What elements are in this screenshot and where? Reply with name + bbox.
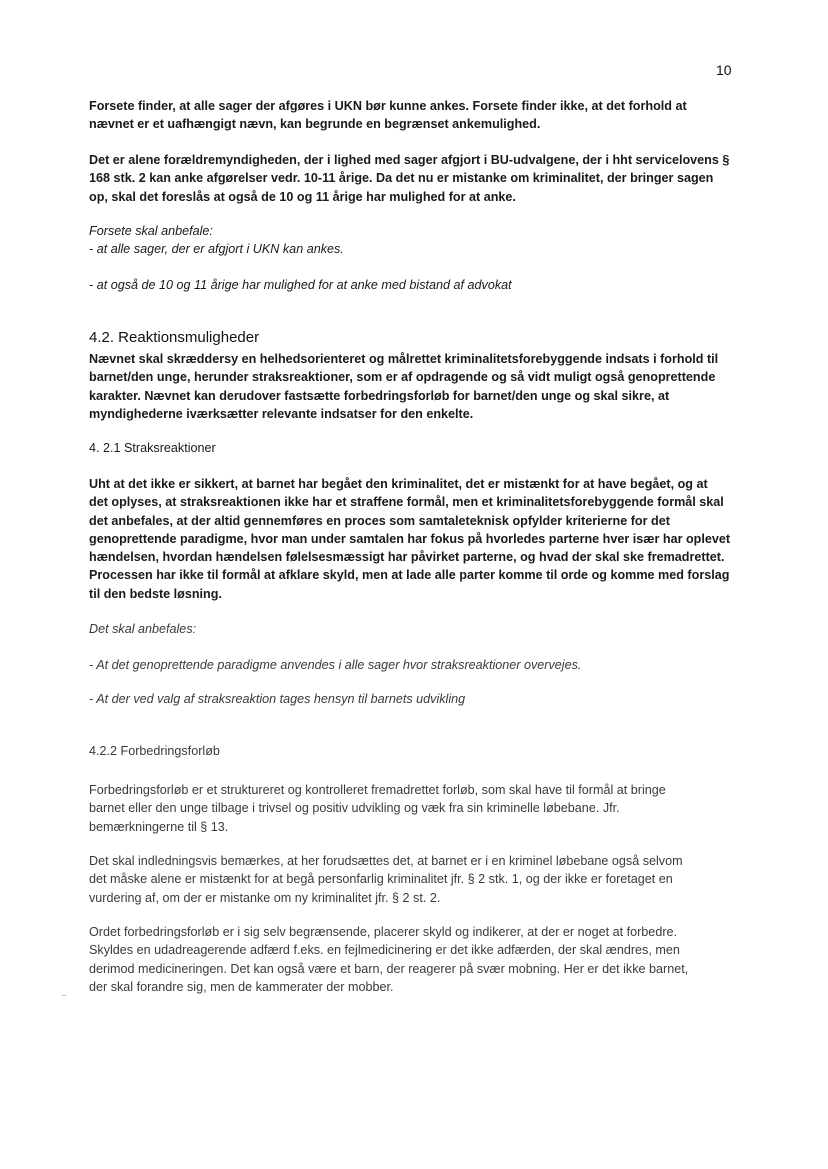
text-line: genoprettende paradigme, hvor man under samtalen har fokus på hvorledes parterne hver især har oplevet — [89, 531, 731, 546]
paragraph-section-4-2-2-a — [89, 781, 734, 836]
recommendation-item: - at også de 10 og 11 årige har mulighed for at anke med bistand af advokat — [89, 278, 512, 292]
recommendation-block-1 — [89, 222, 734, 259]
text-line: op, skal det foreslås at også de 10 og 11 årige har mulighed for at anke. — [89, 189, 516, 204]
recommendation-title-2 — [89, 620, 734, 638]
text-line: Uht at det ikke er sikkert, at barnet har begået den kriminalitet, det er mistænkt for at have begået, og at — [89, 477, 708, 491]
page-number: 10 — [716, 62, 732, 78]
heading-text: 4. 2.1 Straksreaktioner — [89, 441, 216, 455]
text-line: Det skal indledningsvis bemærkes, at her forudsættes det, at barnet er i en kriminel løbebane også selvom — [89, 854, 683, 868]
recommendation-item-development — [89, 690, 734, 708]
paragraph-section-4-2-2-c — [89, 923, 734, 996]
text-line: 168 stk. 2 kan anke afgørelser vedr. 10-11 årige. Da det nu er mistanke om kriminalitet, der bringer sagen — [89, 171, 714, 186]
text-line: bemærkningerne til § 13. — [89, 819, 229, 834]
section-heading-4-2-1 — [89, 439, 734, 457]
recommendation-item-restorative — [89, 656, 734, 674]
recommendation-title: Forsete skal anbefale: — [89, 224, 213, 238]
text-line: det oplyses, at straksreaktionen ikke har et straffene formål, men et kriminalitetsforebyggende formål skal — [89, 495, 724, 510]
section-heading-4-2-2 — [89, 742, 734, 760]
text-line: Forbedringsforløb er et struktureret og kontrolleret fremadrettet forløb, som skal have til formål at bringe — [89, 783, 666, 797]
text-line: myndighederne iværksætter relevante indsatser for den enkelte. — [89, 406, 474, 421]
text-line: barnet/den unge, herunder straksreaktioner, som er af opdragende og så vidt muligt også genoprettende — [89, 370, 716, 385]
paragraph-section-4-2 — [89, 350, 734, 423]
text-line: Forsete finder, at alle sager der afgøres i UKN bør kunne ankes. Forsete finder ikke, at det forhold at — [89, 99, 687, 113]
heading-text: 4.2.2 Forbedringsforløb — [89, 744, 220, 758]
paragraph-forsete-appeal — [89, 97, 734, 134]
text-line: hændelsen, hvordan hændelsen følelsesmæssigt har påvirket parterne, og hvad der skal ske fremadrettet. — [89, 550, 725, 565]
recommendation-item-lawyer — [89, 276, 734, 294]
recommendation-item: - At det genoprettende paradigme anvendes i alle sager hvor straksreaktioner overvejes. — [89, 658, 582, 672]
text-line: nævnet er et uafhængigt nævn, kan begrunde en begrænset ankemulighed. — [89, 117, 541, 132]
text-line: Ordet forbedringsforløb er i sig selv begrænsende, placerer skyld og indikerer, at der er noget at forbedre. — [89, 925, 678, 939]
recommendation-title: Det skal anbefales: — [89, 622, 197, 636]
text-line: der skal forandre sig, men de kammerater der mobber. — [89, 979, 394, 994]
recommendation-item: - at alle sager, der er afgjort i UKN kan ankes. — [89, 242, 344, 257]
text-line: til den bedste løsning. — [89, 586, 222, 601]
section-heading-4-2: 4.2. Reaktionsmuligheder — [89, 329, 260, 346]
paragraph-parental-authority — [89, 151, 734, 206]
paragraph-section-4-2-1 — [89, 475, 734, 603]
text-line: det anbefales, at der altid gennemføres en proces som samtaleteknisk opfylder kriterierne for det — [89, 513, 670, 528]
text-line: Skyldes en udadreagerende adfærd f.eks. en fejlmedicinering er det ikke adfærden, der skal ændres, men — [89, 943, 680, 958]
recommendation-item: - At der ved valg af straksreaktion tages hensyn til barnets udvikling — [89, 692, 466, 706]
text-line: Processen har ikke til formål at afklare skyld, men at lade alle parter komme til orde og komme med forslag — [89, 568, 730, 583]
text-line: det måske alene er mistænkt for at begå personfarlig kriminalitet jfr. § 2 stk. 1, og der ikke er foretaget en — [89, 872, 673, 887]
text-line: barnet eller den unge tilbage i trivsel og positiv udvikling og væk fra sin kriminelle løbebane. Jfr. — [89, 801, 620, 816]
text-line: Nævnet skal skræddersy en helhedsorienteret og målrettet kriminalitetsforebyggende indsats i forhold til — [89, 352, 719, 366]
text-line: vurdering af, om der er mistanke om ny kriminalitet jfr. § 2 st. 2. — [89, 890, 441, 905]
scan-artifact — [62, 995, 66, 996]
paragraph-section-4-2-2-b — [89, 852, 734, 907]
text-line: karakter. Nævnet kan derudover fastsætte forbedringsforløb for barnet/den unge og skal sikre, at — [89, 388, 670, 403]
text-line: Det er alene forældremyndigheden, der i lighed med sager afgjort i BU-udvalgene, der i hht servicelovens § — [89, 153, 730, 167]
text-line: derimod medicineringen. Det kan også være et barn, der reagerer på svær mobning. Her er det ikke barnet, — [89, 961, 689, 976]
